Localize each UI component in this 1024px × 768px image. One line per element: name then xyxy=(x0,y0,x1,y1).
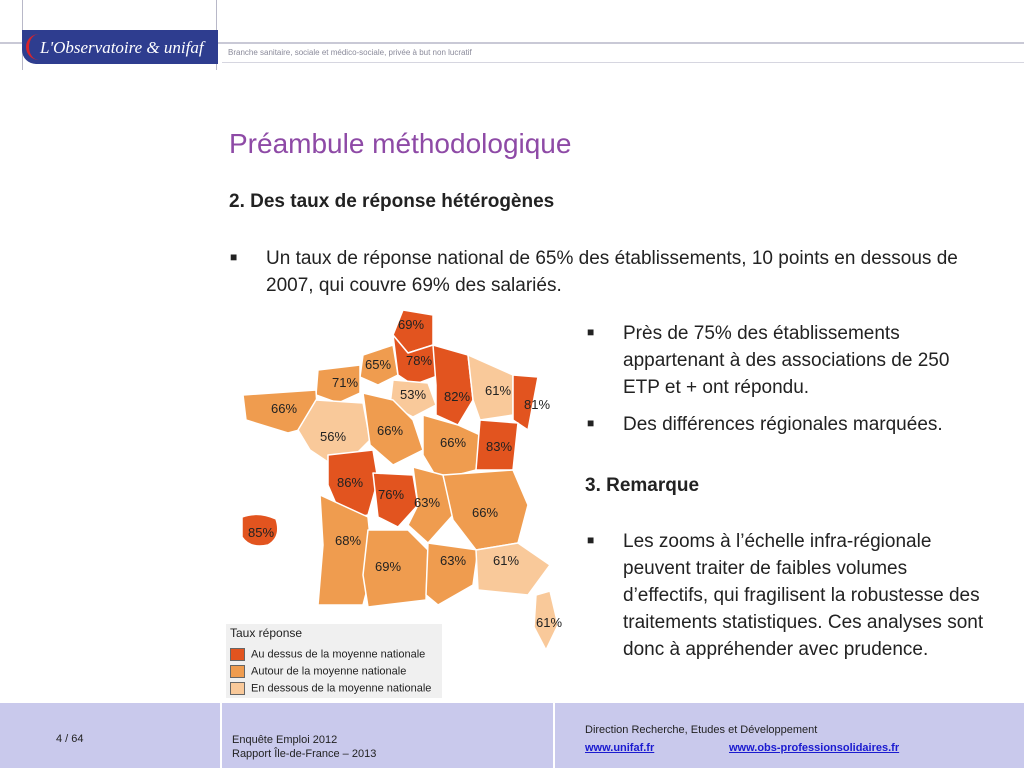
legend-label-above: Au dessus de la moyenne nationale xyxy=(251,648,426,661)
bullet-remark xyxy=(587,528,993,663)
region-rate-label: 61% xyxy=(485,383,512,398)
square-bullet-icon: ■ xyxy=(587,533,595,547)
footer-bar xyxy=(0,703,1024,768)
section-3-heading: 3. Remarque xyxy=(585,475,700,496)
survey-line-1: Enquête Emploi 2012 xyxy=(232,734,338,746)
region-rate-label: 76% xyxy=(378,487,405,502)
legend-swatch-around xyxy=(230,665,245,678)
region-rate-label: 61% xyxy=(493,553,520,568)
region-rate-label: 85% xyxy=(248,525,275,540)
header-tagline: Branche sanitaire, sociale et médico-sociale, privée à but non lucratif xyxy=(228,48,472,57)
region-shape-champagne xyxy=(433,345,473,425)
map-legend xyxy=(226,624,442,698)
observatoire-unifaf-logo xyxy=(22,30,218,64)
region-rate-label: 78% xyxy=(406,353,433,368)
footer-divider xyxy=(220,703,222,768)
bullet-national-rate xyxy=(230,245,986,299)
legend-label-below: En dessous de la moyenne nationale xyxy=(251,682,432,695)
legend-item-around xyxy=(230,665,406,679)
page-number: 4 / 64 xyxy=(56,733,84,745)
legend-label-around: Autour de la moyenne nationale xyxy=(251,665,407,678)
bullet-national-rate-text: Un taux de réponse national de 65% des établissements, 10 points en dessous de 2007, qui couvre 69% des salariés. xyxy=(266,248,958,296)
region-rate-label: 66% xyxy=(271,401,298,416)
region-rate-label: 66% xyxy=(472,505,499,520)
square-bullet-icon: ■ xyxy=(587,325,595,339)
legend-item-above xyxy=(230,648,425,662)
region-rate-label: 68% xyxy=(335,533,362,548)
region-rate-label: 66% xyxy=(377,423,404,438)
bullet-remark-text: Les zooms à l’échelle infra-régionale peuvent traiter de faibles volumes d’effectifs, qui fragilisent la robustesse des traitements statistiques. Ces analyses sont donc à appréhender avec prudence. xyxy=(623,531,984,660)
legend-swatch-below xyxy=(230,682,245,695)
region-rate-label: 61% xyxy=(536,615,563,630)
region-rate-label: 53% xyxy=(400,387,427,402)
logo-text: L'Observatoire & unifaf xyxy=(40,38,204,57)
region-shape-paca xyxy=(476,543,550,595)
footer-divider xyxy=(553,703,555,768)
obs-professionsolidaires-link[interactable]: www.obs-professionsolidaires.fr xyxy=(729,742,900,754)
region-rate-label: 83% xyxy=(486,439,513,454)
survey-line-2: Rapport Île-de-France – 2013 xyxy=(232,748,377,760)
region-rate-label: 56% xyxy=(320,429,347,444)
department-name: Direction Recherche, Etudes et Développement xyxy=(585,724,818,736)
region-rate-label: 82% xyxy=(444,389,471,404)
square-bullet-icon: ■ xyxy=(587,416,595,430)
region-rate-label: 65% xyxy=(365,357,392,372)
region-rate-label: 66% xyxy=(440,435,467,450)
section-2-heading: 2. Des taux de réponse hétérogènes xyxy=(229,191,555,212)
unifaf-link[interactable]: www.unifaf.fr xyxy=(585,742,655,754)
square-bullet-icon: ■ xyxy=(230,250,238,264)
region-rate-label: 69% xyxy=(375,559,402,574)
legend-swatch-above xyxy=(230,648,245,661)
bullet-associations-text: Près de 75% des établissements appartenant à des associations de 250 ETP et + ont répondu. xyxy=(623,323,950,398)
legend-title: Taux réponse xyxy=(230,626,303,640)
region-rate-label: 71% xyxy=(332,375,359,390)
region-rate-label: 69% xyxy=(398,317,425,332)
bullet-regional-differences-text: Des différences régionales marquées. xyxy=(623,414,943,435)
region-rate-label: 63% xyxy=(440,553,467,568)
region-rate-label: 86% xyxy=(337,475,364,490)
region-rate-label: 81% xyxy=(524,397,551,412)
region-rate-label: 63% xyxy=(414,495,441,510)
bullet-regional-differences xyxy=(587,411,1013,438)
survey-info xyxy=(232,733,376,761)
legend-item-below xyxy=(230,682,431,696)
bullet-associations xyxy=(587,320,983,401)
header-rule-secondary xyxy=(222,62,1024,63)
slide-title: Préambule méthodologique xyxy=(229,128,572,159)
